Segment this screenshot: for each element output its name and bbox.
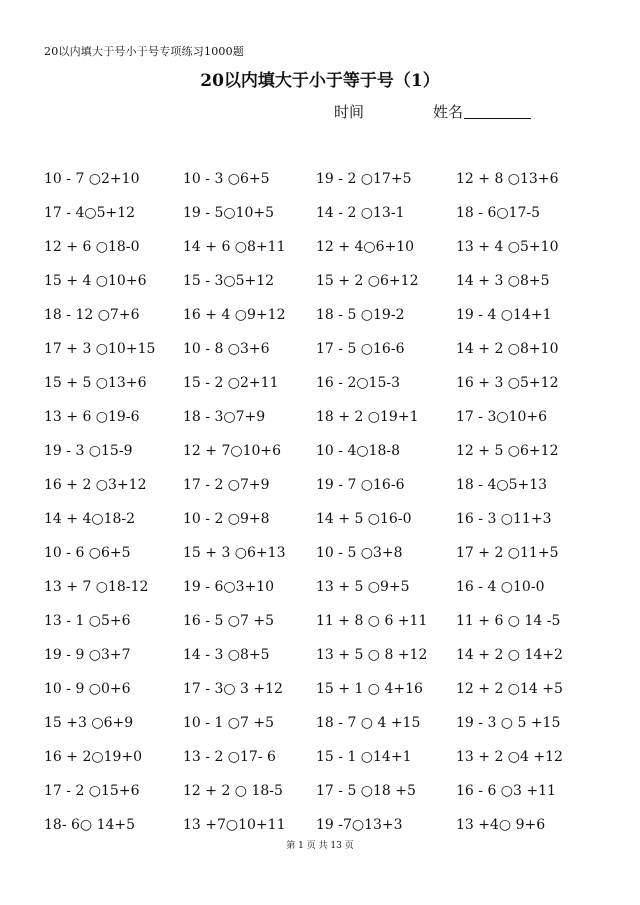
comparison-exercise: 16 + 2○19+0 xyxy=(44,749,143,765)
comparison-exercise: 18 - 3○7+9 xyxy=(183,409,266,425)
comparison-exercise: 10 - 7 ○2+10 xyxy=(44,171,140,187)
comparison-exercise: 10 - 1 ○7 +5 xyxy=(183,715,275,731)
comparison-exercise: 17 - 5 ○16-6 xyxy=(316,341,405,357)
comparison-exercise: 15 - 2 ○2+11 xyxy=(183,375,279,391)
worksheet-title: 20以内填大于小于等于号（1） xyxy=(200,71,440,91)
comparison-exercise: 12 + 5 ○6+12 xyxy=(456,443,559,459)
comparison-exercise: 17 - 3○ 3 +12 xyxy=(183,681,283,697)
comparison-exercise: 12 + 2 ○ 18-5 xyxy=(183,783,283,799)
comparison-exercise: 12 + 8 ○13+6 xyxy=(456,171,559,187)
comparison-exercise: 12 + 6 ○18-0 xyxy=(44,239,140,255)
comparison-exercise: 15 + 3 ○6+13 xyxy=(183,545,286,561)
comparison-exercise: 14 + 5 ○16-0 xyxy=(316,511,412,527)
comparison-exercise: 12 + 2 ○14 +5 xyxy=(456,681,563,697)
comparison-exercise: 13 - 2 ○17- 6 xyxy=(183,749,276,765)
comparison-exercise: 10 - 8 ○3+6 xyxy=(183,341,270,357)
comparison-exercise: 15 + 4 ○10+6 xyxy=(44,273,147,289)
comparison-exercise: 13 - 1 ○5+6 xyxy=(44,613,131,629)
comparison-exercise: 13 + 5 ○9+5 xyxy=(316,579,410,595)
comparison-exercise: 10 - 4○18-8 xyxy=(316,443,401,459)
comparison-exercise: 13 +4○ 9+6 xyxy=(456,817,546,833)
comparison-exercise: 13 + 2 ○4 +12 xyxy=(456,749,563,765)
comparison-exercise: 19 - 3 ○ 5 +15 xyxy=(456,715,561,731)
comparison-exercise: 15 - 3○5+12 xyxy=(183,273,275,289)
comparison-exercise: 14 - 3 ○8+5 xyxy=(183,647,270,663)
comparison-exercise: 16 - 6 ○3 +11 xyxy=(456,783,556,799)
comparison-exercise: 13 + 5 ○ 8 +12 xyxy=(316,647,428,663)
name-label: 姓名 xyxy=(433,103,464,121)
comparison-exercise: 17 - 2 ○7+9 xyxy=(183,477,270,493)
comparison-exercise: 16 - 4 ○10-0 xyxy=(456,579,545,595)
comparison-exercise: 17 - 5 ○18 +5 xyxy=(316,783,416,799)
page-footer: 第 1 页 共 13 页 xyxy=(286,841,354,851)
comparison-exercise: 10 - 2 ○9+8 xyxy=(183,511,270,527)
comparison-exercise: 17 - 3○10+6 xyxy=(456,409,548,425)
time-label: 时间 xyxy=(334,103,365,121)
comparison-exercise: 12 + 7○10+6 xyxy=(183,443,282,459)
comparison-exercise: 15 - 1 ○14+1 xyxy=(316,749,412,765)
comparison-exercise: 11 + 8 ○ 6 +11 xyxy=(316,613,428,629)
comparison-exercise: 10 - 3 ○6+5 xyxy=(183,171,270,187)
comparison-exercise: 19 - 4 ○14+1 xyxy=(456,307,552,323)
comparison-exercise: 19 - 6○3+10 xyxy=(183,579,275,595)
comparison-exercise: 13 +7○10+11 xyxy=(183,817,286,833)
comparison-exercise: 17 + 2 ○11+5 xyxy=(456,545,559,561)
document-header: 20以内填大于号小于号专项练习1000题 xyxy=(44,45,244,58)
comparison-exercise: 19 - 9 ○3+7 xyxy=(44,647,131,663)
comparison-exercise: 14 - 2 ○13-1 xyxy=(316,205,405,221)
comparison-exercise: 19 - 3 ○15-9 xyxy=(44,443,133,459)
comparison-exercise: 18 - 12 ○7+6 xyxy=(44,307,140,323)
comparison-exercise: 13 + 4 ○5+10 xyxy=(456,239,559,255)
comparison-exercise: 14 + 2 ○ 14+2 xyxy=(456,647,563,663)
comparison-exercise: 13 + 7 ○18-12 xyxy=(44,579,149,595)
comparison-exercise: 18 - 7 ○ 4 +15 xyxy=(316,715,421,731)
name-blank-line xyxy=(464,118,531,119)
comparison-exercise: 10 - 9 ○0+6 xyxy=(44,681,131,697)
comparison-exercise: 19 - 5○10+5 xyxy=(183,205,275,221)
comparison-exercise: 16 + 4 ○9+12 xyxy=(183,307,286,323)
comparison-exercise: 10 - 5 ○3+8 xyxy=(316,545,403,561)
comparison-exercise: 14 + 3 ○8+5 xyxy=(456,273,550,289)
comparison-exercise: 11 + 6 ○ 14 -5 xyxy=(456,613,561,629)
comparison-exercise: 18- 6○ 14+5 xyxy=(44,817,136,833)
comparison-exercise: 18 + 2 ○19+1 xyxy=(316,409,419,425)
comparison-exercise: 12 + 4○6+10 xyxy=(316,239,415,255)
comparison-exercise: 14 + 4○18-2 xyxy=(44,511,136,527)
comparison-exercise: 17 - 2 ○15+6 xyxy=(44,783,140,799)
comparison-exercise: 18 - 4○5+13 xyxy=(456,477,548,493)
comparison-exercise: 16 - 5 ○7 +5 xyxy=(183,613,275,629)
comparison-exercise: 15 + 5 ○13+6 xyxy=(44,375,147,391)
comparison-exercise: 18 - 5 ○19-2 xyxy=(316,307,405,323)
comparison-exercise: 18 - 6○17-5 xyxy=(456,205,541,221)
comparison-exercise: 19 - 7 ○16-6 xyxy=(316,477,405,493)
comparison-exercise: 15 +3 ○6+9 xyxy=(44,715,134,731)
comparison-exercise: 16 - 3 ○11+3 xyxy=(456,511,552,527)
comparison-exercise: 14 + 6 ○8+11 xyxy=(183,239,286,255)
comparison-exercise: 14 + 2 ○8+10 xyxy=(456,341,559,357)
comparison-exercise: 17 + 3 ○10+15 xyxy=(44,341,156,357)
comparison-exercise: 17 - 4○5+12 xyxy=(44,205,136,221)
exercise-grid xyxy=(44,169,604,849)
comparison-exercise: 16 + 3 ○5+12 xyxy=(456,375,559,391)
comparison-exercise: 13 + 6 ○19-6 xyxy=(44,409,140,425)
comparison-exercise: 19 -7○13+3 xyxy=(316,817,403,833)
comparison-exercise: 10 - 6 ○6+5 xyxy=(44,545,131,561)
comparison-exercise: 16 + 2 ○3+12 xyxy=(44,477,147,493)
comparison-exercise: 19 - 2 ○17+5 xyxy=(316,171,412,187)
comparison-exercise: 15 + 2 ○6+12 xyxy=(316,273,419,289)
comparison-exercise: 15 + 1 ○ 4+16 xyxy=(316,681,423,697)
comparison-exercise: 16 - 2○15-3 xyxy=(316,375,401,391)
